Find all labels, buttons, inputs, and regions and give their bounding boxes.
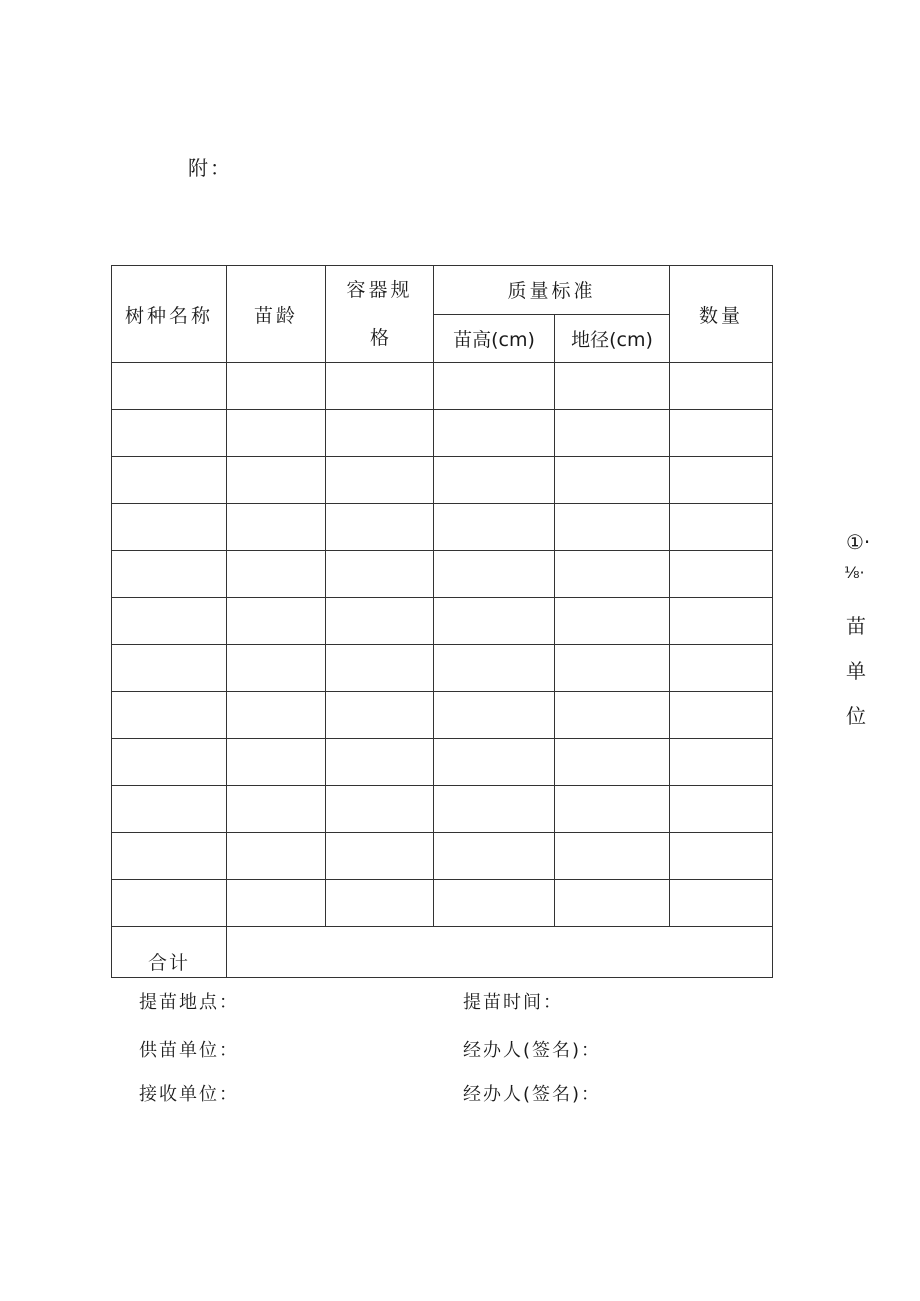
table-cell[interactable]	[670, 598, 773, 645]
header-container	[326, 266, 434, 363]
table-cell[interactable]	[326, 880, 434, 927]
table-cell[interactable]	[670, 410, 773, 457]
table-cell[interactable]	[227, 645, 326, 692]
table-row	[112, 739, 773, 786]
table-cell[interactable]	[555, 598, 670, 645]
table-cell[interactable]	[434, 410, 555, 457]
table-row	[112, 457, 773, 504]
table-cell[interactable]	[670, 363, 773, 410]
table-cell[interactable]	[326, 739, 434, 786]
table-cell[interactable]	[670, 692, 773, 739]
table-cell[interactable]	[112, 504, 227, 551]
table-cell[interactable]	[555, 504, 670, 551]
header-container-line2: 格	[369, 327, 389, 349]
footer-receiver: 接收单位：	[139, 1084, 239, 1105]
table-cell[interactable]	[227, 410, 326, 457]
table-cell[interactable]	[227, 551, 326, 598]
header-height: 苗高(cm)	[434, 314, 555, 363]
table-cell[interactable]	[434, 363, 555, 410]
table-cell[interactable]	[112, 551, 227, 598]
table-cell[interactable]	[555, 880, 670, 927]
footer-handler-1: 经办人(签名)：	[463, 1040, 602, 1061]
table-cell[interactable]	[326, 833, 434, 880]
table-cell[interactable]	[112, 739, 227, 786]
table-cell[interactable]	[555, 833, 670, 880]
side-char-1: 苗	[846, 614, 866, 638]
table-cell[interactable]	[112, 598, 227, 645]
table-row	[112, 410, 773, 457]
table-cell[interactable]	[227, 457, 326, 504]
table-cell[interactable]	[434, 645, 555, 692]
table-cell[interactable]	[326, 692, 434, 739]
table-cell[interactable]	[326, 786, 434, 833]
table-cell[interactable]	[326, 457, 434, 504]
table-cell[interactable]	[227, 786, 326, 833]
table-row	[112, 504, 773, 551]
table-cell[interactable]	[227, 880, 326, 927]
table-cell[interactable]	[434, 692, 555, 739]
table-cell[interactable]	[555, 645, 670, 692]
table-cell[interactable]	[555, 739, 670, 786]
table-cell[interactable]	[326, 363, 434, 410]
table-cell[interactable]	[670, 880, 773, 927]
table-cell[interactable]	[112, 786, 227, 833]
table-row	[112, 786, 773, 833]
footer-handler-2: 经办人(签名)：	[463, 1084, 602, 1105]
footer-location: 提苗地点：	[139, 992, 239, 1013]
header-age: 苗龄	[227, 266, 326, 363]
table-cell[interactable]	[112, 410, 227, 457]
seedling-form-table	[111, 265, 773, 978]
table-cell[interactable]	[434, 786, 555, 833]
table-row	[112, 645, 773, 692]
table-cell[interactable]	[326, 410, 434, 457]
header-quantity: 数量	[670, 266, 773, 363]
table-cell[interactable]	[670, 739, 773, 786]
table-cell[interactable]	[670, 504, 773, 551]
table-cell[interactable]	[227, 833, 326, 880]
table-cell[interactable]	[326, 504, 434, 551]
table-cell[interactable]	[670, 645, 773, 692]
table-cell[interactable]	[670, 457, 773, 504]
header-quality: 质量标准	[434, 266, 670, 315]
table-cell[interactable]	[326, 645, 434, 692]
table-row	[112, 551, 773, 598]
footer-supplier: 供苗单位：	[139, 1040, 239, 1061]
table-cell[interactable]	[670, 786, 773, 833]
table-cell[interactable]	[434, 833, 555, 880]
table-cell[interactable]	[227, 598, 326, 645]
table-cell[interactable]	[227, 739, 326, 786]
table-row	[112, 363, 773, 410]
table-cell[interactable]	[670, 833, 773, 880]
side-char-3: 位	[846, 704, 866, 728]
table-cell[interactable]	[112, 880, 227, 927]
table-cell[interactable]	[555, 692, 670, 739]
table-cell[interactable]	[670, 551, 773, 598]
table-cell[interactable]	[434, 551, 555, 598]
header-species: 树种名称	[112, 266, 227, 363]
table-cell[interactable]	[434, 598, 555, 645]
table-cell[interactable]	[434, 880, 555, 927]
table-cell[interactable]	[434, 457, 555, 504]
total-label: 合计	[112, 927, 227, 978]
total-cell[interactable]	[227, 927, 773, 978]
header-diameter: 地径(cm)	[555, 314, 670, 363]
table-cell[interactable]	[326, 551, 434, 598]
table-cell[interactable]	[326, 598, 434, 645]
table-row	[112, 598, 773, 645]
table-cell[interactable]	[555, 457, 670, 504]
header-container-line1: 容器规	[346, 279, 413, 301]
table-cell[interactable]	[227, 692, 326, 739]
table-cell[interactable]	[555, 786, 670, 833]
table-cell[interactable]	[112, 457, 227, 504]
table-cell[interactable]	[112, 833, 227, 880]
table-cell[interactable]	[434, 739, 555, 786]
table-cell[interactable]	[434, 504, 555, 551]
prefix-label: 附：	[188, 156, 232, 180]
table-cell[interactable]	[112, 692, 227, 739]
table-cell[interactable]	[227, 363, 326, 410]
table-row	[112, 880, 773, 927]
table-cell[interactable]	[555, 551, 670, 598]
table-row	[112, 692, 773, 739]
table-cell[interactable]	[555, 363, 670, 410]
side-char-2: 单	[846, 659, 866, 683]
table-row	[112, 833, 773, 880]
table-cell[interactable]	[227, 504, 326, 551]
table-cell[interactable]	[112, 363, 227, 410]
table-cell[interactable]	[112, 645, 227, 692]
side-mark-1: ①·	[846, 530, 871, 554]
table-cell[interactable]	[555, 410, 670, 457]
footer-time: 提苗时间：	[463, 992, 563, 1013]
side-mark-2: ⅛·	[844, 563, 865, 582]
